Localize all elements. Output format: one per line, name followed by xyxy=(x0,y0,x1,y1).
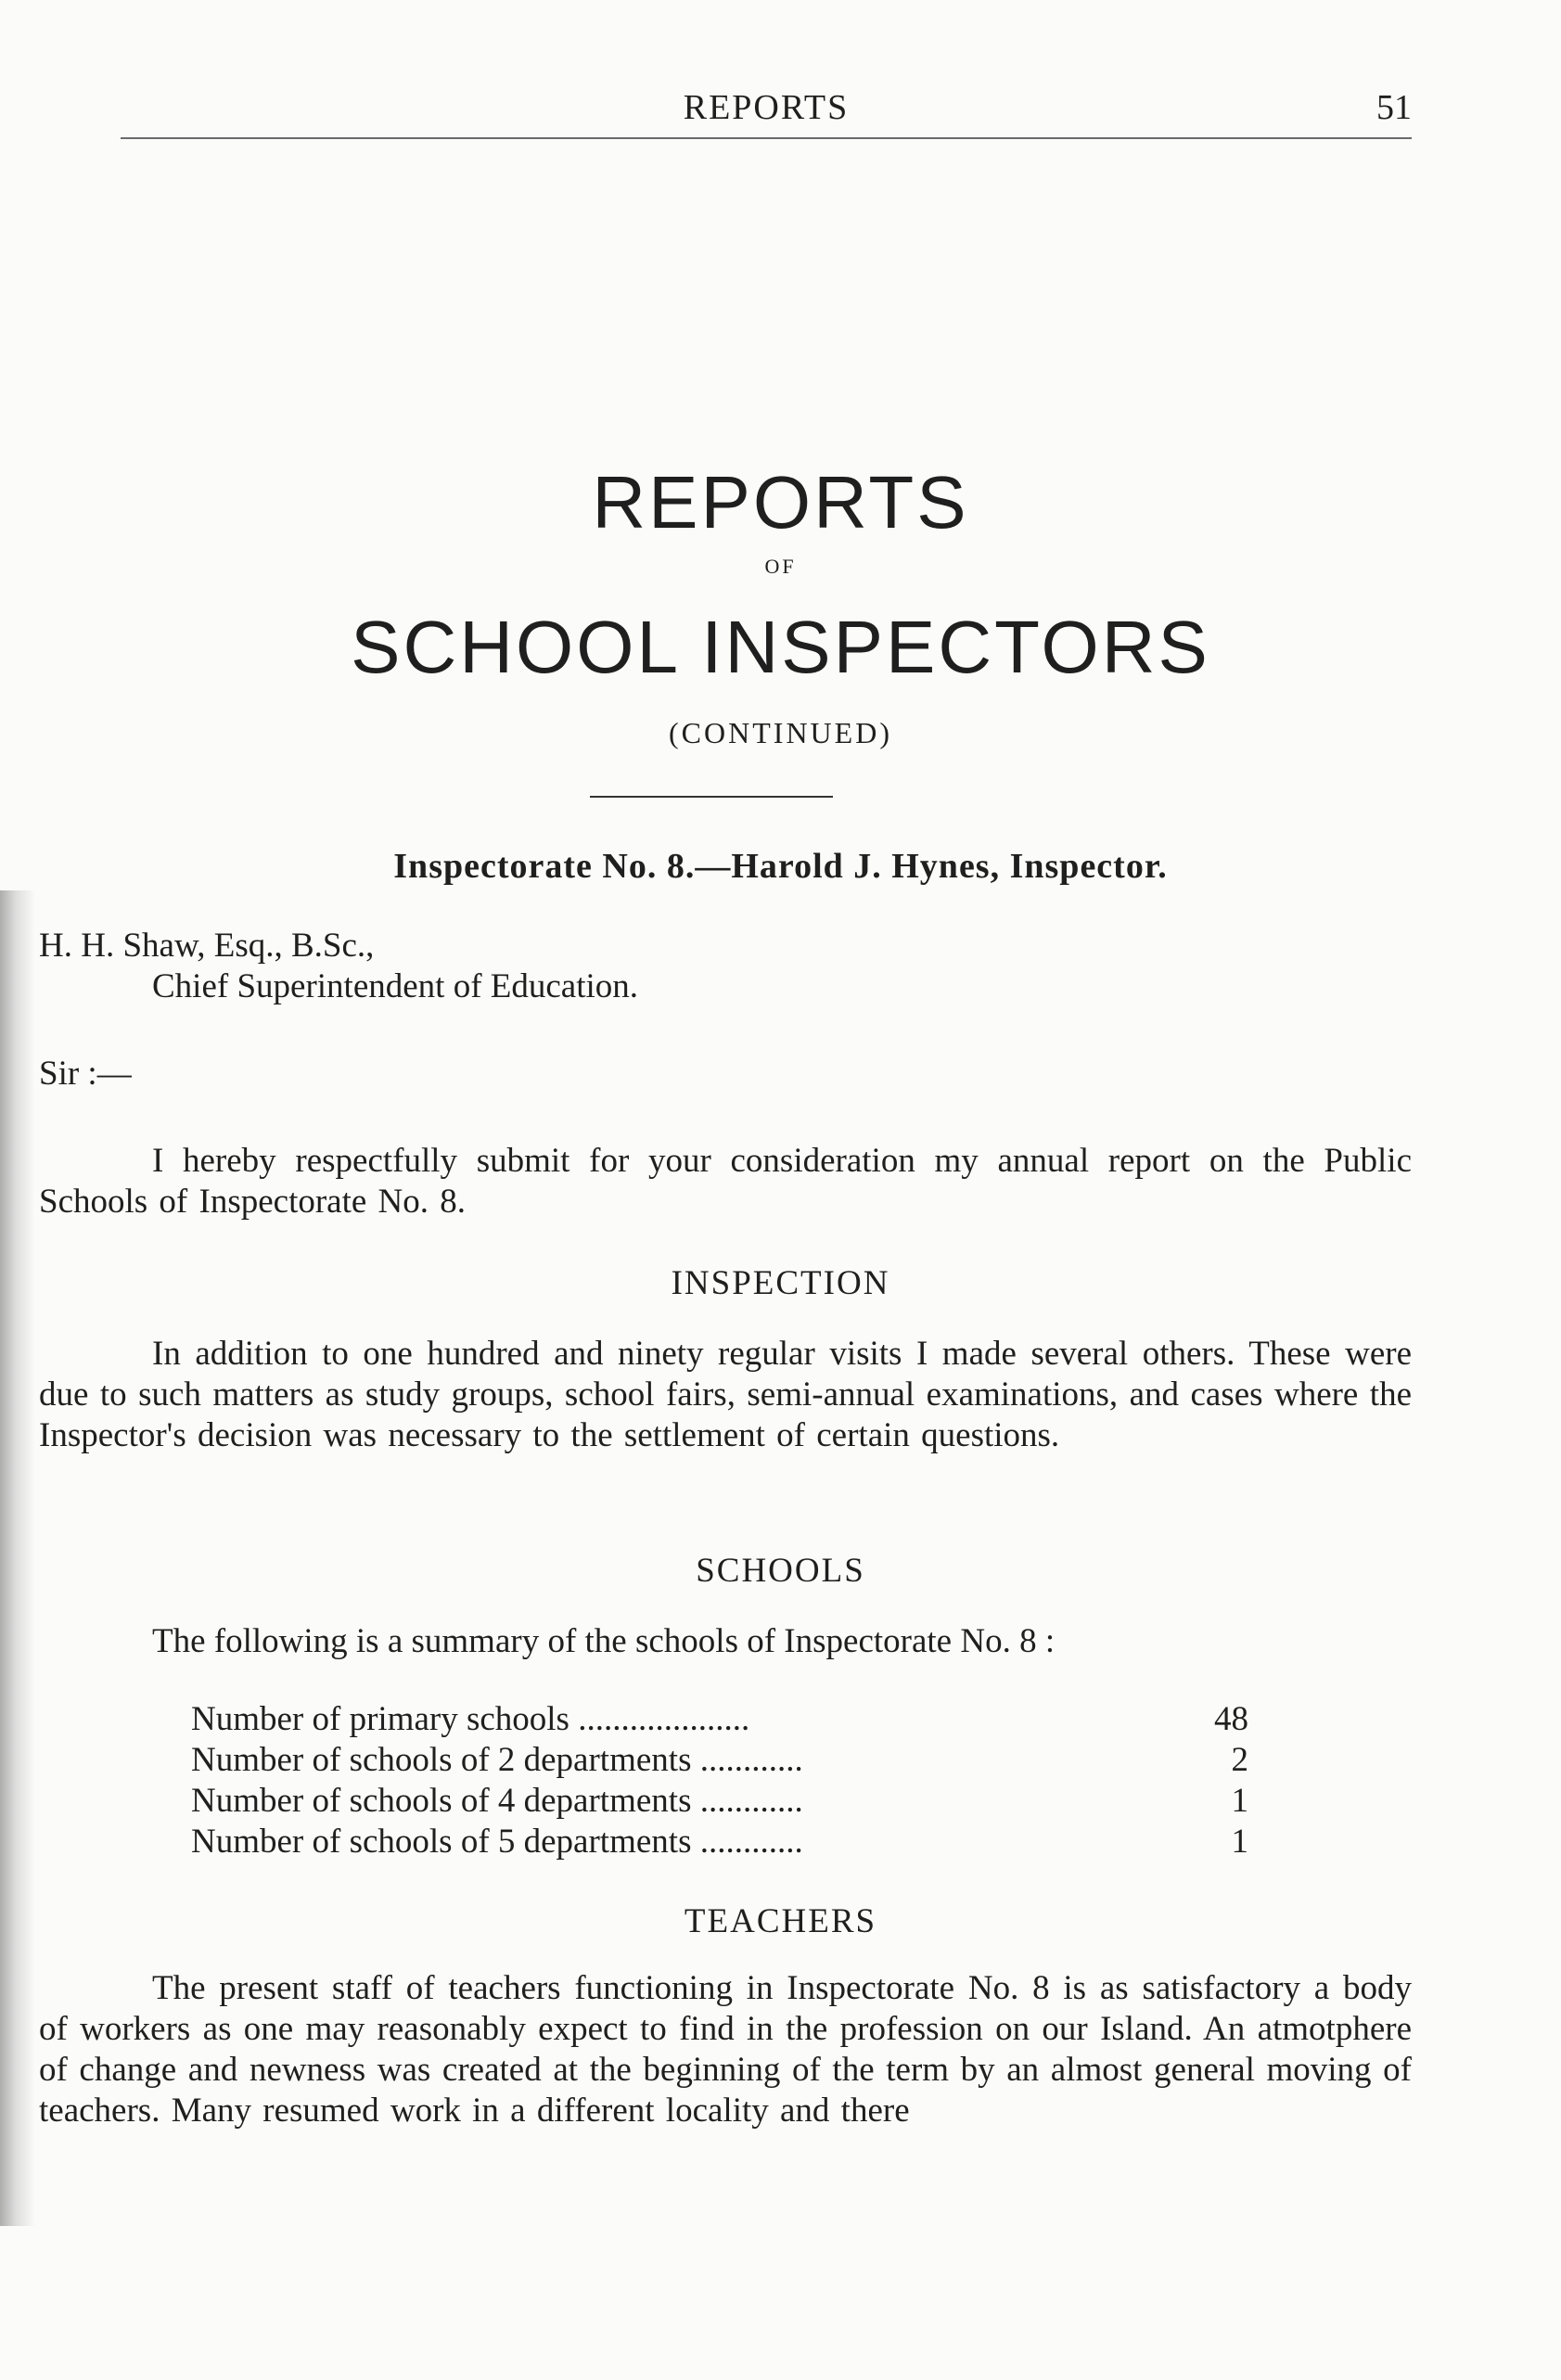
summary-row xyxy=(191,1781,1248,1822)
schools-heading: SCHOOLS xyxy=(696,1552,865,1590)
running-head-title: REPORTS xyxy=(683,88,850,127)
greeting: Sir :— xyxy=(39,1055,132,1093)
summary-value: 1 xyxy=(1231,1782,1248,1820)
schools-intro: The following is a summary of the schools of Inspectorate No. 8 : xyxy=(152,1622,1056,1660)
summary-value: 1 xyxy=(1231,1823,1248,1861)
addressee-name: H. H. Shaw, Esq., B.Sc., xyxy=(39,927,375,965)
inspectorate-heading: Inspectorate No. 8.—Harold J. Hynes, Inspector. xyxy=(393,847,1168,886)
inspection-paragraph: In addition to one hundred and ninety regular visits I made several others. These were due to such matters as study groups, school fairs, semi-annual examinations, and cases where the Inspector's decision was necessary to the settlement of certain questions. xyxy=(39,1335,1412,1454)
summary-row xyxy=(191,1699,1248,1740)
teachers-paragraph: The present staff of teachers functioning in Inspectorate No. 8 is as satisfactory a body of workers as one may reasonably expect to find in the profession on our Island. An atmotphere of change and newness was created at the beginning of the term by an almost general moving of teachers. Many resumed work in a different locality and there xyxy=(39,1969,1412,2130)
summary-row xyxy=(191,1822,1248,1862)
intro-paragraph: I hereby respectfully submit for your consideration my annual report on the Public Schools of Inspectorate No. 8. xyxy=(39,1142,1412,1221)
continued-label: (CONTINUED) xyxy=(669,716,892,749)
summary-row xyxy=(191,1740,1248,1781)
title-connector: OF xyxy=(764,555,797,578)
summary-label: Number of schools of 5 departments ............ xyxy=(191,1823,803,1861)
title-divider xyxy=(590,796,833,798)
summary-label: Number of schools of 4 departments ............ xyxy=(191,1782,803,1820)
report-subtitle: SCHOOL INSPECTORS xyxy=(351,606,1210,688)
summary-label: Number of schools of 2 departments ............ xyxy=(191,1741,803,1779)
report-title: REPORTS xyxy=(592,461,969,544)
inspection-heading: INSPECTION xyxy=(671,1264,890,1302)
addressee-title: Chief Superintendent of Education. xyxy=(152,967,639,1005)
teachers-heading: TEACHERS xyxy=(684,1902,877,1940)
summary-value: 48 xyxy=(1214,1700,1248,1738)
summary-label: Number of primary schools .................... xyxy=(191,1700,750,1738)
page-number: 51 xyxy=(1376,88,1412,127)
running-head xyxy=(121,82,1412,139)
summary-value: 2 xyxy=(1231,1741,1248,1779)
